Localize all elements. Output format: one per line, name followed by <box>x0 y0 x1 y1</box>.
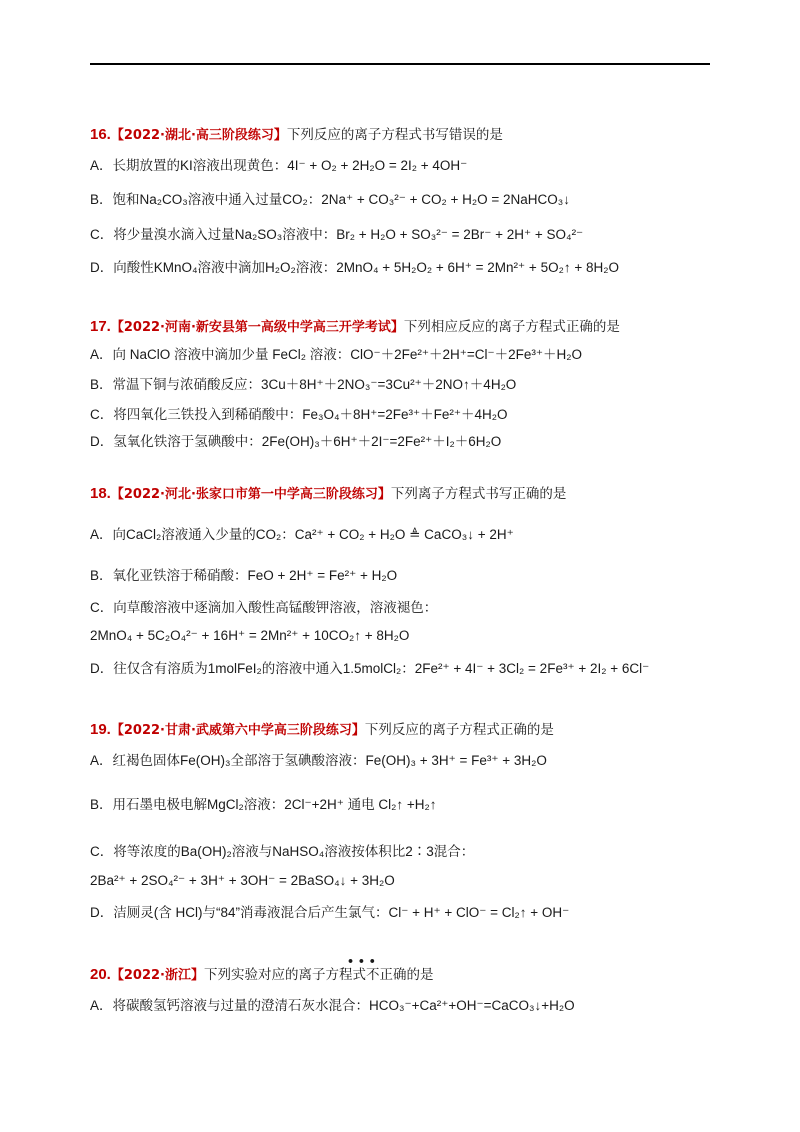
option-b: B．饱和Na₂CO₃溶液中通入过量CO₂：2Na⁺ + CO₃²⁻ + CO₂ + H₂O = 2NaHCO₃↓ <box>90 192 571 207</box>
option-d: D．往仅含有溶质为1molFeI₂的溶液中通入1.5molCl₂：2Fe²⁺ + 4I⁻ + 3Cl₂ = 2Fe³⁺ + 2I₂ + 6Cl⁻ <box>90 661 650 676</box>
question-source: 【2022·河南·新安县第一高级中学高三开学考试】 <box>110 320 404 335</box>
question-number: 20. <box>90 966 111 983</box>
question-source: 【2022·河北·张家口市第一中学高三阶段练习】 <box>110 487 391 502</box>
option-a: A．红褐色固体Fe(OH)₃全部溶于氢碘酸溶液：Fe(OH)₃ + 3H⁺ = Fe³⁺ + 3H₂O <box>90 753 547 768</box>
question-stem: 下列反应的离子方程式书写错误的是 <box>286 127 503 143</box>
option-b: B．用石墨电极电解MgCl₂溶液：2Cl⁻+2H⁺ 通电 Cl₂↑ +H₂↑ <box>90 797 437 812</box>
question-number: 16. <box>90 126 111 143</box>
question-number: 17. <box>90 318 111 335</box>
question-source: 【2022·甘肃·武威第六中学高三阶段练习】 <box>110 723 365 738</box>
emphasis-dots: • • • <box>347 955 376 968</box>
option-d: D．洁厕灵(含 HCl)与“84”消毒液混合后产生氯气：Cl⁻ + H⁺ + ClO⁻ = Cl₂↑ + OH⁻ <box>90 905 570 920</box>
option-b: B．氧化亚铁溶于稀硝酸：FeO + 2H⁺ = Fe²⁺ + H₂O <box>90 568 398 583</box>
question-source: 【2022·浙江】 <box>110 968 204 983</box>
option-d: D．氢氧化铁溶于氢碘酸中：2Fe(OH)₃＋6H⁺＋2I⁻=2Fe²⁺＋I₂＋6H₂O <box>90 434 502 449</box>
question-18-header <box>90 485 566 504</box>
question-stem: 下列离子方程式书写正确的是 <box>390 486 567 502</box>
question-16-header <box>90 126 503 145</box>
option-b: B．常温下铜与浓硝酸反应：3Cu＋8H⁺＋2NO₃⁻=3Cu²⁺＋2NO↑＋4H₂O <box>90 377 517 392</box>
question-number: 18. <box>90 485 111 502</box>
option-c: C．将等浓度的Ba(OH)₂溶液与NaHSO₄溶液按体积比2∶3混合： <box>90 844 475 859</box>
option-a: A．向 NaClO 溶液中滴加少量 FeCl₂ 溶液：ClO⁻＋2Fe²⁺＋2H⁺=Cl⁻＋2Fe³⁺＋H₂O <box>90 347 583 362</box>
question-number: 19. <box>90 721 111 738</box>
option-c: C．向草酸溶液中逐滴加入酸性高锰酸钾溶液，溶液褪色： <box>90 600 438 615</box>
question-stem: 下列相应反应的离子方程式正确的是 <box>403 319 620 335</box>
option-c: C．将四氧化三铁投入到稀硝酸中：Fe₃O₄＋8H⁺=2Fe³⁺＋Fe²⁺＋4H₂O <box>90 407 508 422</box>
header-rule <box>90 63 710 65</box>
question-20-header <box>90 966 433 985</box>
option-d: D．向酸性KMnO₄溶液中滴加H₂O₂溶液：2MnO₄ + 5H₂O₂ + 6H⁺ = 2Mn²⁺ + 5O₂↑ + 8H₂O <box>90 260 619 275</box>
question-19-header <box>90 721 554 740</box>
question-source: 【2022·湖北·高三阶段练习】 <box>110 128 287 143</box>
question-stem: 下列实验对应的离子方程式不正确的是 <box>203 967 434 983</box>
question-17-header <box>90 318 620 337</box>
equation-line: 2MnO₄ + 5C₂O₄²⁻ + 16H⁺ = 2Mn²⁺ + 10CO₂↑ + 8H₂O <box>90 628 410 643</box>
equation-line: 2Ba²⁺ + 2SO₄²⁻ + 3H⁺ + 3OH⁻ = 2BaSO₄↓ + 3H₂O <box>90 873 395 888</box>
option-a: A．向CaCl₂溶液通入少量的CO₂：Ca²⁺ + CO₂ + H₂O ≜ CaCO₃↓ + 2H⁺ <box>90 527 514 542</box>
option-c: C．将少量溴水滴入过量Na₂SO₃溶液中：Br₂ + H₂O + SO₃²⁻ = 2Br⁻ + 2H⁺ + SO₄²⁻ <box>90 227 584 242</box>
option-a: A．长期放置的KI溶液出现黄色：4I⁻ + O₂ + 2H₂O = 2I₂ + 4OH⁻ <box>90 158 468 173</box>
option-a: A．将碳酸氢钙溶液与过量的澄清石灰水混合：HCO₃⁻+Ca²⁺+OH⁻=CaCO₃↓+H₂O <box>90 998 575 1013</box>
question-stem: 下列反应的离子方程式正确的是 <box>364 722 554 738</box>
